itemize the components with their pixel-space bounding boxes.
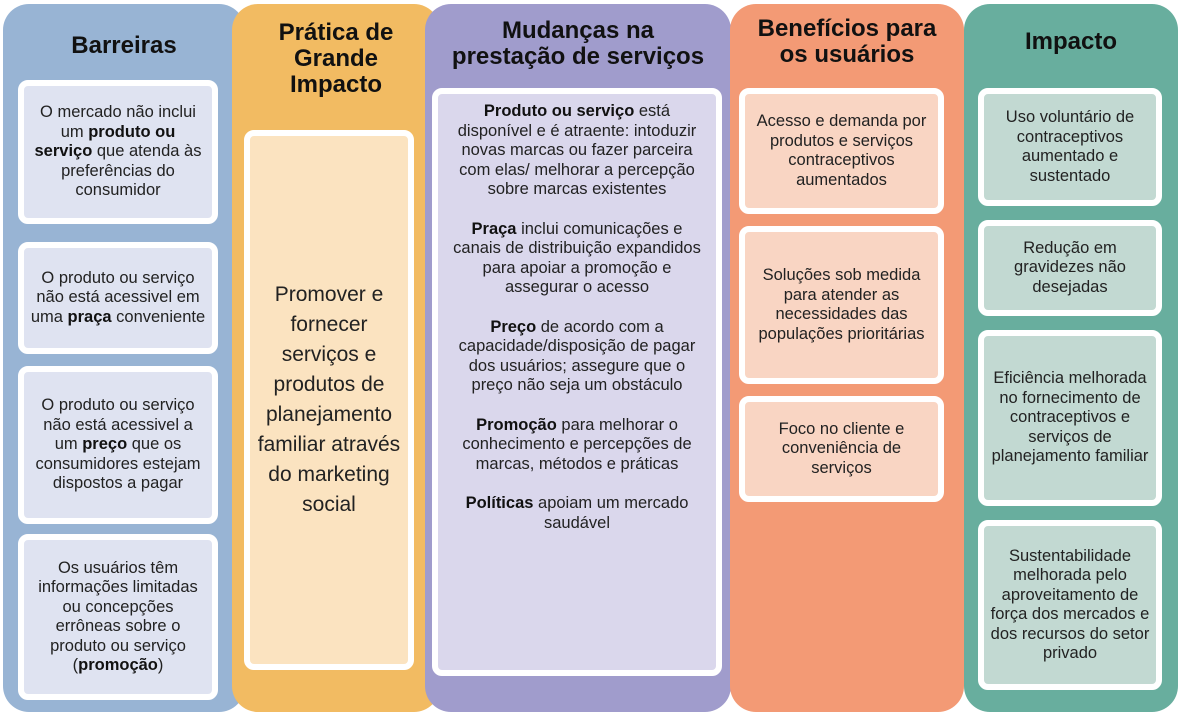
- impacto-eficiencia-text: Eficiência melhorada no fornecimento de contraceptivos e serviços de planejamento familiar: [991, 369, 1149, 466]
- mudanca-produto: [448, 102, 706, 200]
- barreira-praca-keyword: praça: [67, 307, 112, 326]
- beneficio-acesso-box: [739, 88, 944, 214]
- mudancas-title-line1: Mudanças na: [501, 17, 655, 44]
- pratica-text: Promover e fornecer serviços e produtos de planejamento familiar através do marketing social: [257, 283, 401, 516]
- barreira-praca-box: [18, 242, 218, 354]
- mudancas-column: [425, 4, 731, 712]
- barreira-praca-text: O produto ou serviço não está acessivel em uma: [30, 268, 200, 326]
- mudanca-praca-text: inclui comunicações e canais de distribuição expandidos para apoiar a promoção e assegurar o acesso: [453, 219, 701, 296]
- impacto-uso-text: Uso voluntário de contraceptivos aumentado e sustentado: [1005, 108, 1135, 185]
- barreira-produto-text: O mercado não inclui um: [40, 103, 196, 141]
- mudanca-produto-keyword: Produto ou serviço: [483, 102, 635, 120]
- mudanca-promocao-keyword: Promoção: [476, 415, 557, 434]
- barreira-produto-text-end: que atenda às preferências do consumidor: [61, 142, 202, 200]
- mudancas-title-line2: prestação de serviços: [451, 43, 705, 70]
- impacto-sustentabilidade-text: Sustentabilidade melhorada pelo aproveitamento de força dos mercados e dos recursos do setor privado: [990, 546, 1150, 662]
- barreira-praca-text-end: conveniente: [111, 307, 206, 326]
- impacto-column: [964, 4, 1178, 712]
- mudancas-title: [425, 18, 731, 70]
- beneficio-solucoes-text: Soluções sob medida para atender as necessidades das populações prioritárias: [758, 266, 925, 343]
- barreira-preco-box: [18, 366, 218, 524]
- barreira-produto-box: [18, 80, 218, 224]
- pratica-title-line3: Impacto: [289, 71, 382, 98]
- pratica-title-line1: Prática de: [278, 19, 394, 46]
- barreira-promocao-text: Os usuários têm informações limitadas ou concepções errôneas sobre o produto ou serviço (: [38, 558, 198, 674]
- beneficios-title: [730, 16, 964, 68]
- impacto-sustentabilidade-box: [978, 520, 1162, 690]
- barreira-preco-keyword: preço: [82, 435, 128, 454]
- barreira-produto-keyword: produto ou serviço: [34, 122, 176, 161]
- mudanca-praca: [448, 220, 706, 298]
- mudanca-politicas-keyword: Políticas: [465, 494, 534, 512]
- impacto-reducao-box: [978, 220, 1162, 316]
- mudancas-box: [432, 88, 722, 676]
- pratica-title: [232, 20, 440, 98]
- beneficio-solucoes-box: [739, 226, 944, 384]
- mudanca-praca-keyword: Praça: [471, 219, 517, 238]
- barreira-promocao-keyword: promoção: [78, 656, 158, 674]
- beneficio-acesso-text: Acesso e demanda por produtos e serviços contraceptivos aumentados: [756, 112, 927, 189]
- mudanca-produto-text: está disponível e é atraente: intoduzir novas marcas ou fazer parceira com elas/ melhorar a percepção sobre marcas existentes: [457, 102, 697, 198]
- beneficio-foco-box: [739, 396, 944, 502]
- barreira-preco-text: O produto ou serviço não está acessivel a um: [41, 396, 195, 454]
- impacto-reducao-text: Redução em gravidezes não desejadas: [1014, 238, 1126, 296]
- mudanca-preco-text: de acordo com a capacidade/disposição de pagar dos usuários; assegure que o preço não seja um obstáculo: [458, 317, 696, 394]
- beneficios-title-line2: os usuários: [779, 41, 915, 68]
- mudanca-politicas-text: apoiam um mercado saudável: [533, 494, 689, 532]
- mudanca-preco: [448, 318, 706, 396]
- pratica-column: [232, 4, 440, 712]
- pratica-title-line2: Grande: [293, 45, 379, 72]
- barreiras-title: Barreiras: [71, 32, 177, 59]
- impacto-eficiencia-box: [978, 330, 1162, 506]
- mudanca-politicas: [448, 494, 706, 533]
- barreira-preco-text-end: que os consumidores estejam dispostos a pagar: [35, 435, 201, 493]
- barreira-promocao-box: [18, 534, 218, 700]
- mudanca-preco-keyword: Preço: [490, 317, 537, 336]
- impacto-uso-box: [978, 88, 1162, 206]
- beneficios-title-line1: Benefícios para: [757, 15, 937, 42]
- mudanca-promocao: [448, 416, 706, 475]
- beneficios-column: [730, 4, 964, 712]
- mudanca-promocao-text: para melhorar o conhecimento e percepções de marcas, métodos e práticas: [462, 415, 692, 473]
- barreira-promocao-text-end: ): [157, 656, 164, 674]
- impacto-title: Impacto: [1024, 28, 1117, 55]
- beneficio-foco-text: Foco no cliente e conveniência de serviços: [778, 419, 905, 477]
- barreiras-column: [3, 4, 245, 712]
- pratica-box: [244, 130, 414, 670]
